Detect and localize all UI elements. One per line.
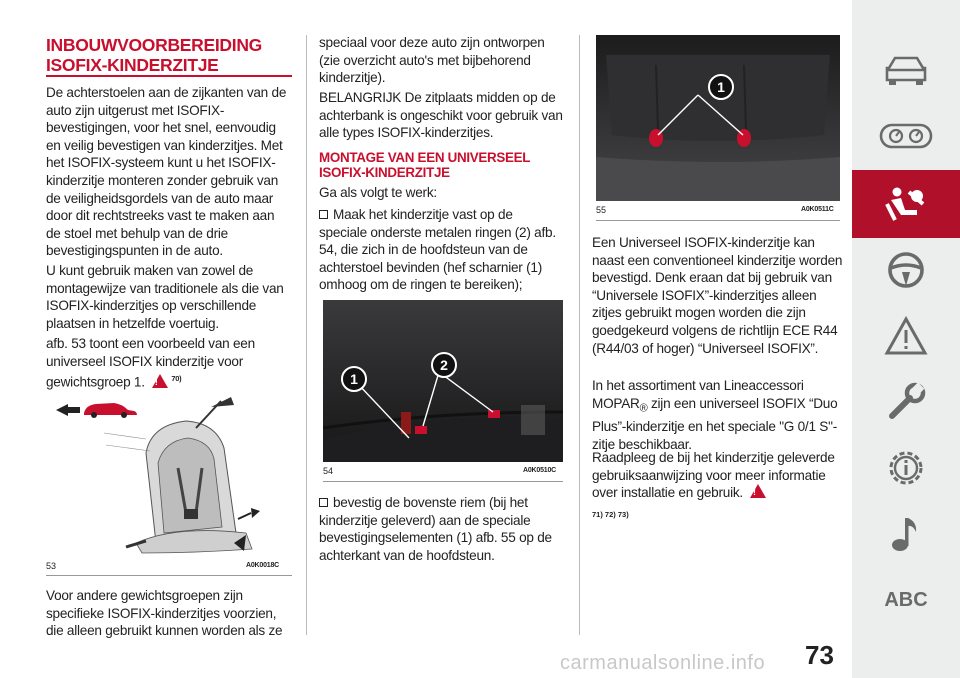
chapter-safety[interactable] <box>852 170 960 238</box>
section-heading <box>319 150 563 180</box>
consult-text: Raadpleeg de bij het kinderzitje geleverde gebruiksaanwijzing voor meer informatie over installatie en gebruik. <box>592 450 835 501</box>
chapter-index[interactable]: ABC <box>884 588 928 611</box>
warning-references: 71) 72) 73) <box>592 510 629 519</box>
paragraph-important: BELANGRIJK De zitplaats midden op de achterbank is ongeschikt voor gebruik van alle types ISOFIX-kinderzitjes. <box>319 90 563 141</box>
watermark: carmanualsonline.info <box>560 652 766 674</box>
settings-icon <box>884 446 928 490</box>
paragraph-other-groups: Voor andere gewichtsgroepen zijn specifieke ISOFIX-kinderzitjes voorzien, die alleen gebruikt kunnen worden als ze <box>46 588 283 639</box>
figure-55-rule <box>596 220 840 221</box>
paragraph-procedure: Ga als volgt te werk: <box>319 185 437 200</box>
steering-wheel-icon <box>886 250 926 290</box>
figure-54-photo <box>323 300 563 462</box>
paragraph-mounting: U kunt gebruik maken van zowel de montagewijze van traditionele als die van ISOFIX-kinderzitjes op verschillende plaatsen in hetzelfde voertuig. <box>46 263 284 331</box>
chapter-sidebar <box>852 0 960 678</box>
section-heading-line-2: ISOFIX-KINDERZITJE <box>319 165 450 180</box>
bullet-marker <box>319 498 328 507</box>
bullet-step-1 <box>319 206 563 294</box>
bullet-step-2 <box>319 494 563 564</box>
paragraph-mopar <box>592 377 844 453</box>
callout-1: 1 <box>708 74 734 100</box>
warning-triangle-icon <box>884 316 928 356</box>
reference-70: 70) <box>171 374 182 384</box>
paragraph-universal: Een Universeel ISOFIX-kinderzitje kan naast een conventioneel kinderzitje worden bevestigd. Denk eraan dat bij gebruik van “Universele ISOFIX”-kinderzitjes alleen zitjes gebruikt mogen worden die zijn goedgekeurd volgens de richtlijn ECE R44 (R44/03 of hoger) “Universeel ISOFIX”. <box>592 235 843 356</box>
paragraph-consult <box>592 449 844 502</box>
warning-icon: ! <box>746 484 766 502</box>
figure-54-number: 54 <box>323 466 334 476</box>
airbag-icon <box>883 184 929 224</box>
figure-55-photo <box>596 35 840 201</box>
music-note-icon <box>889 514 923 554</box>
chapter-driving[interactable] <box>852 236 960 304</box>
figure-53-code: A0K0018C <box>246 562 280 569</box>
title-line-2: ISOFIX-KINDERZITJE <box>46 55 219 75</box>
figure-55-number: 55 <box>596 205 607 215</box>
bullet-marker <box>319 210 328 219</box>
wrench-icon <box>886 382 926 422</box>
figure-53-text: afb. 53 toont een voorbeeld van een universeel ISOFIX kinderzitje voor gewichtsgroep 1. <box>46 336 255 390</box>
mopar-text-1: In het assortiment van Lineaccessori MOPAR <box>592 378 804 411</box>
chapter-warnings[interactable] <box>852 302 960 370</box>
dashboard-icon <box>879 121 933 151</box>
figure-53 <box>46 393 292 558</box>
page-title <box>46 35 292 75</box>
car-icon <box>883 52 929 88</box>
chapter-car[interactable] <box>852 36 960 104</box>
bullet-step-2-text: bevestig de bovenste riem (bij het kinderzitje geleverd) aan de speciale bevestigingselementen (1) afb. 55 op de achterkant van de hoofdsteun. <box>319 495 552 563</box>
bullet-step-1-text: Maak het kinderzitje vast op de speciale onderste metalen ringen (2) afb. 54, die zich in de hoofdsteun van de achterstoel bevinden (hef scharnier (1) omhoog om de ringen te bereiken); <box>319 207 556 293</box>
figure-54-rule <box>323 481 563 482</box>
registered-mark: ® <box>639 402 648 415</box>
child-seat-illustration <box>46 393 292 558</box>
mopar-text-2: zijn een universeel ISOFIX “Duo Plus”-kinderzitje en het speciale "G 0/1 S"-zitje beschikbaar. <box>592 395 838 452</box>
paragraph-figure-53 <box>46 335 292 391</box>
intro-paragraph: De achterstoelen aan de zijkanten van de auto zijn uitgerust met ISOFIX-bevestigingen, voor het snel, eenvoudig en veilig bevestigen van kinderzitjes. Met het ISOFIX-systeem kunt u het ISOFIX-kinderzitje monteren zonder gebruik van de veiligheidsgordels van de auto maar door dit rechtstreeks vast te maken aan de stoel met behulp van de drie bevestigingspunten in de auto. <box>46 85 287 259</box>
column-divider-2 <box>579 35 580 635</box>
warning-icon: ! <box>148 374 168 392</box>
figure-55-code: A0K0511C <box>801 206 834 213</box>
title-rule <box>46 75 292 77</box>
section-heading-line-1: MONTAGE VAN EEN UNIVERSEEL <box>319 150 531 165</box>
chapter-maintenance[interactable] <box>852 434 960 502</box>
callout-2: 2 <box>431 352 457 378</box>
column-divider-1 <box>306 35 307 635</box>
figure-53-rule <box>46 575 292 576</box>
figure-54-code: A0K0510C <box>523 467 557 474</box>
chapter-multimedia[interactable] <box>852 500 960 568</box>
chapter-dashboard[interactable] <box>852 102 960 170</box>
chapter-emergency[interactable] <box>852 368 960 436</box>
callout-1: 1 <box>341 366 367 392</box>
page-number: 73 <box>805 640 834 670</box>
figure-53-number: 53 <box>46 561 57 571</box>
paragraph-continued: speciaal voor deze auto zijn ontworpen (zie overzicht auto's met bijbehorend kinderzitje). <box>319 35 545 86</box>
title-line-1: INBOUWVOORBEREIDING <box>46 35 262 55</box>
